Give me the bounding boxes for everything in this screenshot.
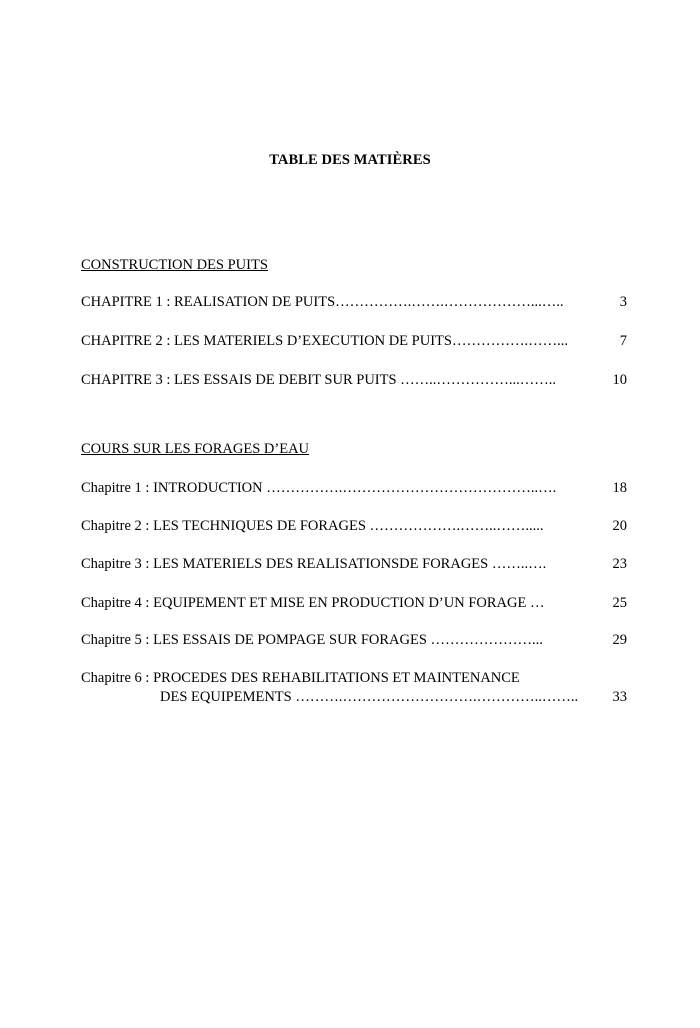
section-heading-forages: COURS SUR LES FORAGES D’EAU [81, 441, 310, 457]
toc-entry[interactable] [81, 670, 627, 687]
toc-entry-text: Chapitre 2 : LES TECHNIQUES DE FORAGES ……………….……..……..... [81, 518, 544, 534]
toc-entry[interactable] [81, 595, 627, 612]
toc-entry-page: 7 [616, 333, 627, 350]
toc-entry-text: Chapitre 4 : EQUIPEMENT ET MISE EN PRODUCTION D’UN FORAGE … [81, 595, 545, 611]
toc-entry-text: CHAPITRE 2 : LES MATERIELS D’EXECUTION DE PUITS…………….……... [81, 333, 568, 349]
toc-entry-text: CHAPITRE 3 : LES ESSAIS DE DEBIT SUR PUITS ……..……………...…….. [81, 372, 557, 388]
toc-entry-page: 25 [609, 595, 628, 612]
toc-entry[interactable] [81, 518, 627, 535]
toc-entry[interactable] [81, 632, 627, 649]
section-heading-construction: CONSTRUCTION DES PUITS [81, 257, 268, 273]
toc-entry-page: 3 [616, 294, 627, 311]
toc-entry-text: CHAPITRE 1 : REALISATION DE PUITS…………….…….………………...….. [81, 294, 564, 310]
toc-entry-text: Chapitre 3 : LES MATERIELS DES REALISATIONSDE FORAGES ……..…. [81, 556, 547, 572]
toc-entry[interactable] [81, 556, 627, 573]
toc-entry-text: Chapitre 5 : LES ESSAIS DE POMPAGE SUR FORAGES …………………... [81, 632, 543, 648]
toc-entry[interactable] [81, 333, 627, 350]
toc-entry-page: 10 [609, 372, 628, 389]
toc-entry[interactable] [81, 480, 627, 497]
toc-entry-page: 29 [609, 632, 628, 649]
toc-entry[interactable] [81, 294, 627, 311]
toc-entry-page: 33 [609, 689, 628, 706]
toc-entry-text: DES EQUIPEMENTS ……….……………………….…………..…….. [160, 689, 579, 705]
toc-entry-page: 23 [609, 556, 628, 573]
page-title: TABLE DES MATIÈRES [269, 152, 431, 168]
toc-entry-continuation[interactable] [160, 689, 627, 706]
toc-entry[interactable] [81, 372, 627, 389]
toc-entry-page: 20 [609, 518, 628, 535]
toc-entry-text: Chapitre 1 : INTRODUCTION …………….…………………………………..…. [81, 480, 557, 496]
toc-entry-text: Chapitre 6 : PROCEDES DES REHABILITATIONS ET MAINTENANCE [81, 670, 520, 686]
toc-entry-page: 18 [609, 480, 628, 497]
